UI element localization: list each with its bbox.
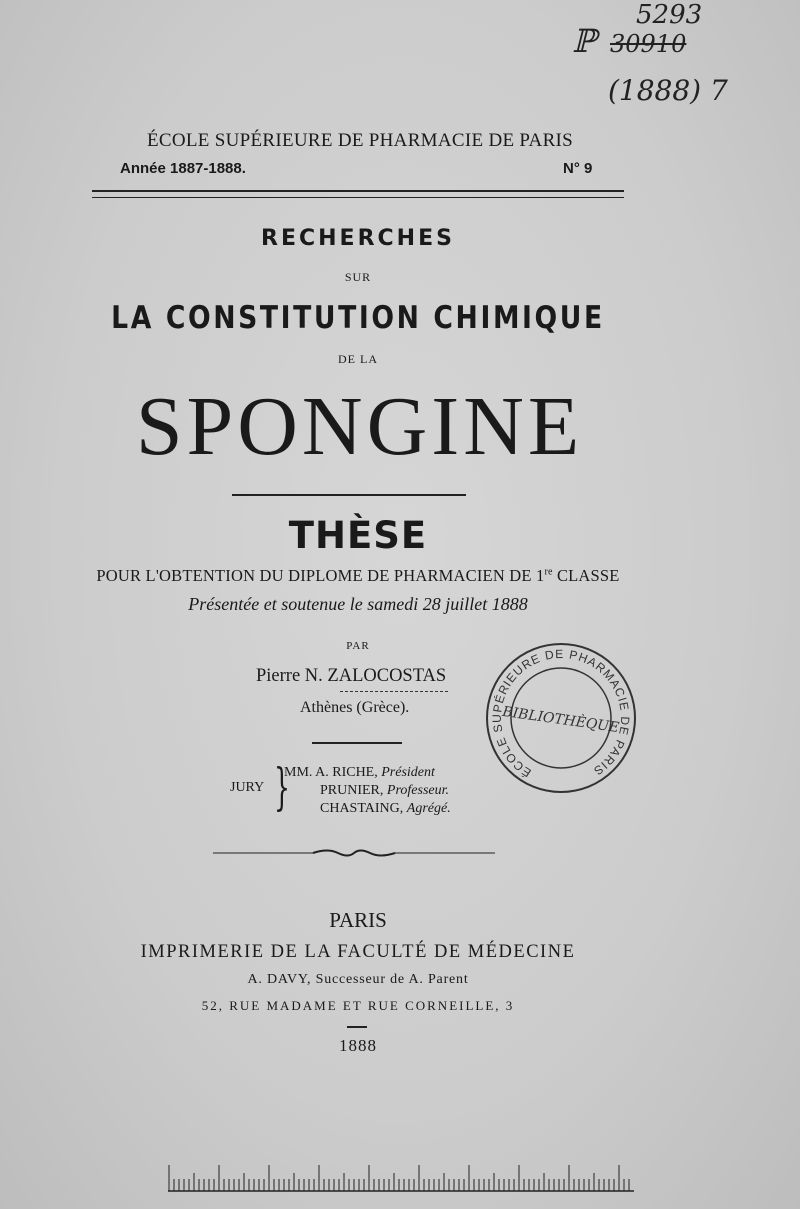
- imprint-printer: IMPRIMERIE DE LA FACULTÉ DE MÉDECINE: [140, 942, 576, 962]
- thesis-purpose-prefix: POUR L'OBTENTION DU DIPLOME DE PHARMACIEN DE 1: [96, 566, 545, 585]
- jury-member: [284, 765, 435, 781]
- handwritten-bracket-note: (1888) 7: [608, 74, 728, 107]
- jury-prefix: MM.: [284, 765, 316, 780]
- jury-brace: }: [273, 758, 290, 816]
- title-line-sur: SUR: [344, 270, 372, 284]
- presentation-date: Présentée et soutenue le samedi 28 juillet 1888: [188, 594, 528, 614]
- title-line-recherches: RECHERCHES: [261, 226, 455, 251]
- handwritten-number: 5293: [636, 0, 703, 30]
- imprint-publisher: A. DAVY, Successeur de A. Parent: [247, 972, 469, 987]
- jury-name: A. RICHE,: [315, 765, 382, 780]
- jury-role: Président: [381, 765, 435, 780]
- header-double-rule: [92, 190, 624, 198]
- handwritten-mark: ℙ: [572, 22, 597, 60]
- school-name: ÉCOLE SUPÉRIEURE DE PHARMACIE DE PARIS: [146, 130, 574, 151]
- jury-name: PRUNIER,: [320, 783, 387, 798]
- stamp-ring-text: ÉCOLE SUPÉRIEURE DE PHARMACIE DE PARIS: [490, 646, 633, 780]
- jury-role: Agrégé.: [406, 801, 451, 816]
- stamp-center-text: BIBLIOTHÈQUE: [501, 703, 621, 737]
- handwritten-struck-number: 30910: [610, 30, 687, 58]
- measurement-scale: [168, 1162, 634, 1192]
- thesis-number: N° 9: [563, 160, 593, 177]
- author-name: Pierre N. ZALOCOSTAS: [256, 666, 447, 686]
- academic-year: Année 1887-1888.: [120, 160, 246, 177]
- author-underline: [340, 691, 448, 692]
- title-line-de-la: DE LA: [338, 352, 378, 366]
- divider-rule-short: [312, 742, 402, 744]
- divider-rule: [232, 494, 466, 496]
- imprint-address: 52, RUE MADAME ET RUE CORNEILLE, 3: [201, 998, 515, 1013]
- thesis-purpose: [0, 566, 716, 586]
- by-label: PAR: [346, 640, 370, 652]
- imprint-city: PARIS: [329, 908, 387, 932]
- jury-name: CHASTAING,: [320, 801, 407, 816]
- imprint-year: 1888: [339, 1036, 377, 1055]
- jury-member: [320, 783, 449, 799]
- these-heading: THÈSE: [288, 514, 428, 557]
- jury-member: [320, 801, 451, 817]
- author-origin: Athènes (Grèce).: [300, 699, 410, 716]
- thesis-purpose-suffix: CLASSE: [552, 566, 620, 585]
- ornament-rule: [213, 846, 495, 860]
- jury-label: JURY: [230, 780, 265, 795]
- thesis-purpose-sup: re: [544, 566, 553, 578]
- title-spongine: SPONGINE: [135, 380, 584, 473]
- jury-role: Professeur.: [386, 783, 449, 798]
- library-stamp: [484, 638, 638, 796]
- title-line-constitution: LA CONSTITUTION CHIMIQUE: [111, 300, 605, 336]
- imprint-short-rule: [347, 1026, 367, 1028]
